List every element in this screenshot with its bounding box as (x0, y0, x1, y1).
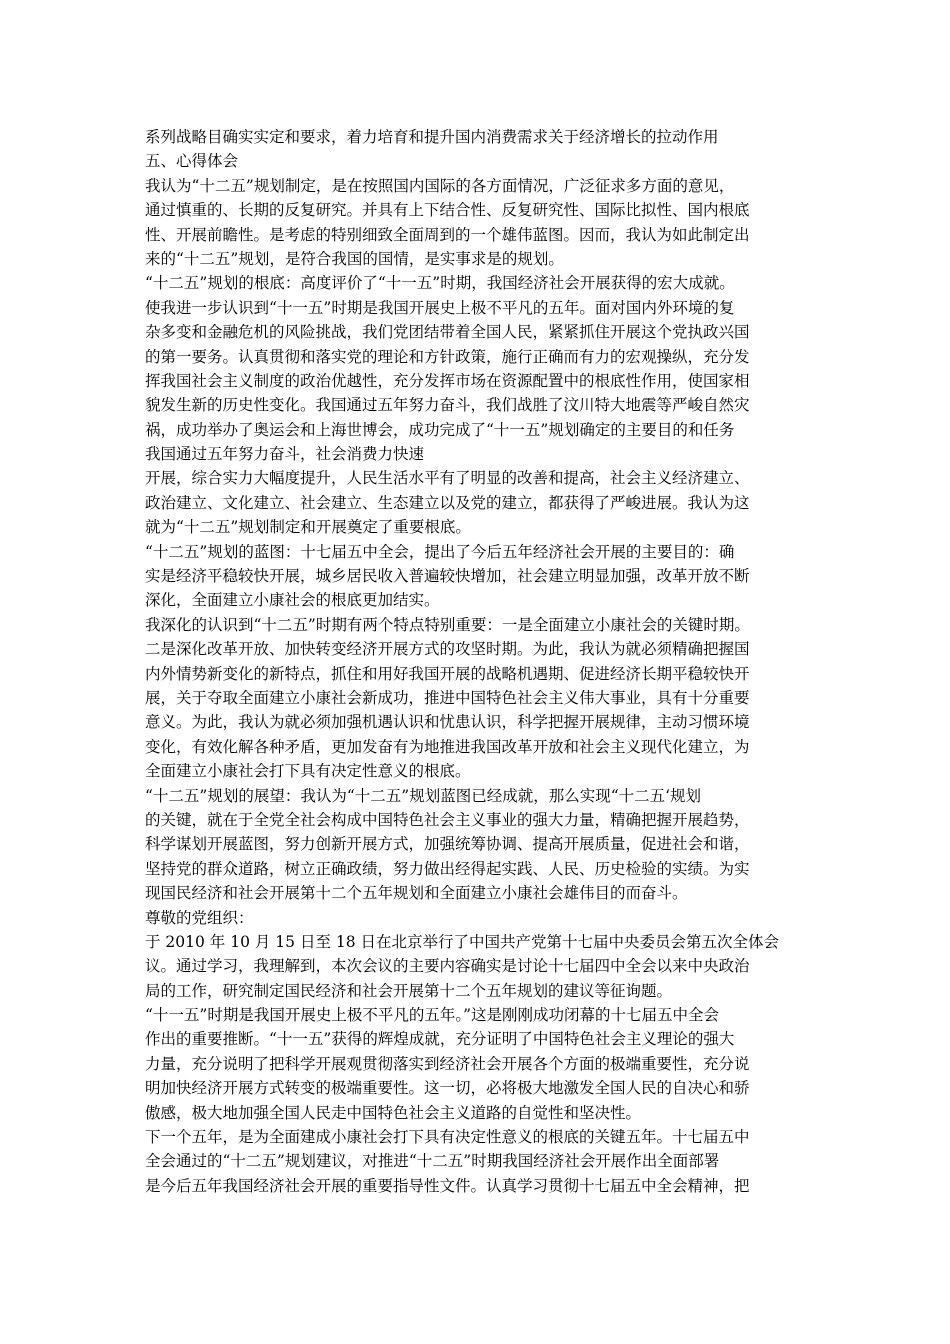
text-line: 我国通过五年努力奋斗，社会消费力快速 (145, 445, 425, 464)
text-line: 展，关于夺取全面建立小康社会新成功，推进中国特色社会主义伟大事业，具有十分重要 (145, 688, 750, 707)
text-line: 明加快经济开展方式转变的极端重要性。这一切，必将极大地激发全国人民的自决心和骄 (145, 1079, 750, 1098)
text-line: 挥我国社会主义制度的政治优越性，充分发挥市场在资源配置中的根底性作用，使国家相 (145, 371, 750, 390)
text-line: 使我进一步认识到“十一五”时期是我国开展史上极不平凡的五年。面对国内外环境的复 (145, 298, 735, 317)
text-line: 性、开展前瞻性。是考虑的特别细致全面周到的一个雄伟蓝图。因而，我认为如此制定出 (145, 225, 750, 244)
text-line: 意义。为此，我认为就必须加强机遇认识和忧患认识，科学把握开展规律，主动习惯环境 (145, 713, 750, 732)
text-line: 祸，成功举办了奥运会和上海世博会，成功完成了“十一五”规划确定的主要目的和任务 (145, 420, 735, 439)
text-line: 开展，综合实力大幅度提升，人民生活水平有了明显的改善和提高，社会主义经济建立、 (145, 469, 750, 488)
text-line: 全面建立小康社会打下具有决定性意义的根底。 (145, 762, 471, 781)
text-line: 变化，有效化解各种矛盾，更加发奋有为地推进我国改革开放和社会主义现代化建立，为 (145, 737, 750, 756)
text-line: “十一五”时期是我国开展史上极不平凡的五年。”这是刚刚成功闭幕的十七届五中全会 (145, 1006, 720, 1025)
text-line: 下一个五年，是为全面建成小康社会打下具有决定性意义的根底的关键五年。十七届五中 (145, 1128, 750, 1147)
text-line: 坚持党的群众道路，树立正确政绩，努力做出经得起实践、人民、历史检验的实绩。为实 (145, 859, 750, 878)
text-line: 全会通过的“十二五”规划建议，对推进“十二五”时期我国经济社会开展作出全面部署 (145, 1152, 720, 1171)
text-line: 的第一要务。认真贯彻和落实党的理论和方针政策，施行正确而有力的宏观操纵，充分发 (145, 347, 750, 366)
text-line: 我深化的认识到“十二五”时期有两个特点特别重要：一是全面建立小康社会的关键时期。 (145, 615, 750, 634)
text-line: 内外情势新变化的新特点，抓住和用好我国开展的战略机遇期、促进经济长期平稳较快开 (145, 664, 750, 683)
text-line: 是今后五年我国经济社会开展的重要指导性文件。认真学习贯彻十七届五中全会精神，把 (145, 1176, 750, 1195)
text-line: 就为“十二五”规划制定和开展奠定了重要根底。 (145, 518, 471, 537)
section-heading: 五、心得体会 (145, 152, 239, 171)
salutation: 尊敬的党组织： (145, 908, 254, 927)
text-line: “十二五”规划的蓝图：十七届五中全会，提出了今后五年经济社会开展的主要目的：确 (145, 542, 735, 561)
text-line: 政治建立、文化建立、社会建立、生态建立以及党的建立，都获得了严峻进展。我认为这 (145, 493, 750, 512)
text-line: 实是经济平稳较快开展，城乡居民收入普遍较快增加，社会建立明显加强，改革开放不断 (145, 567, 750, 586)
text-line: 现国民经济和社会开展第十二个五年规划和全面建立小康社会雄伟目的而奋斗。 (145, 884, 688, 903)
text-line: 作出的重要推断。“十一五”获得的辉煌成就，充分证明了中国特色社会主义理论的强大 (145, 1030, 735, 1049)
text-line: 科学谋划开展蓝图，努力创新开展方式，加强统筹协调、提高开展质量，促进社会和谐， (145, 835, 750, 854)
text-line: 杂多变和金融危机的风险挑战，我们党团结带着全国人民，紧紧抓住开展这个党执政兴国 (145, 323, 750, 342)
text-line: 力量，充分说明了把科学开展观贯彻落实到经济社会开展各个方面的极端重要性，充分说 (145, 1054, 750, 1073)
text-line: 二是深化改革开放、加快转变经济开展方式的攻坚时期。为此，我认为就必须精确把握国 (145, 640, 750, 659)
text-line: 通过慎重的、长期的反复研究。并具有上下结合性、反复研究性、国际比拟性、国内根底 (145, 201, 750, 220)
text-line: “十二五”规划的根底：高度评价了“十一五”时期，我国经济社会开展获得的宏大成就。 (145, 274, 735, 293)
text-line: 貌发生新的历史性变化。我国通过五年努力奋斗，我们战胜了汶川特大地震等严峻自然灾 (145, 396, 750, 415)
document-body (145, 125, 815, 1198)
text-line: 深化，全面建立小康社会的根底更加结实。 (145, 591, 440, 610)
text-line: 议。通过学习，我理解到，本次会议的主要内容确实是讨论十七届四中全会以来中央政治 (145, 957, 750, 976)
text-line: 傲感，极大地加强全国人民走中国特色社会主义道路的自觉性和坚决性。 (145, 1103, 642, 1122)
text-line: “十二五”规划的展望：我认为“十二五”规划蓝图已经成就，那么实现“十二五‘规划 (145, 786, 702, 805)
text-line: 系列战略目确实实定和要求，着力培育和提升国内消费需求关于经济增长的拉动作用 (145, 128, 719, 146)
text-line: 于 2010 年 10 月 15 日至 18 日在北京举行了中国共产党第十七届中央委员会第五次全体会 (145, 932, 780, 951)
text-line: 的关键，就在于全党全社会构成中国特色社会主义事业的强大力量，精确把握开展趋势， (145, 810, 750, 829)
text-line: 来的“十二五”规划，是符合我国的国情，是实事求是的规划。 (145, 249, 564, 268)
text-line: 我认为“十二五”规划制定，是在按照国内国际的各方面情况，广泛征求多方面的意见， (145, 176, 735, 195)
text-line: 局的工作，研究制定国民经济和社会开展第十二个五年规划的建议等征询题。 (145, 981, 673, 1000)
